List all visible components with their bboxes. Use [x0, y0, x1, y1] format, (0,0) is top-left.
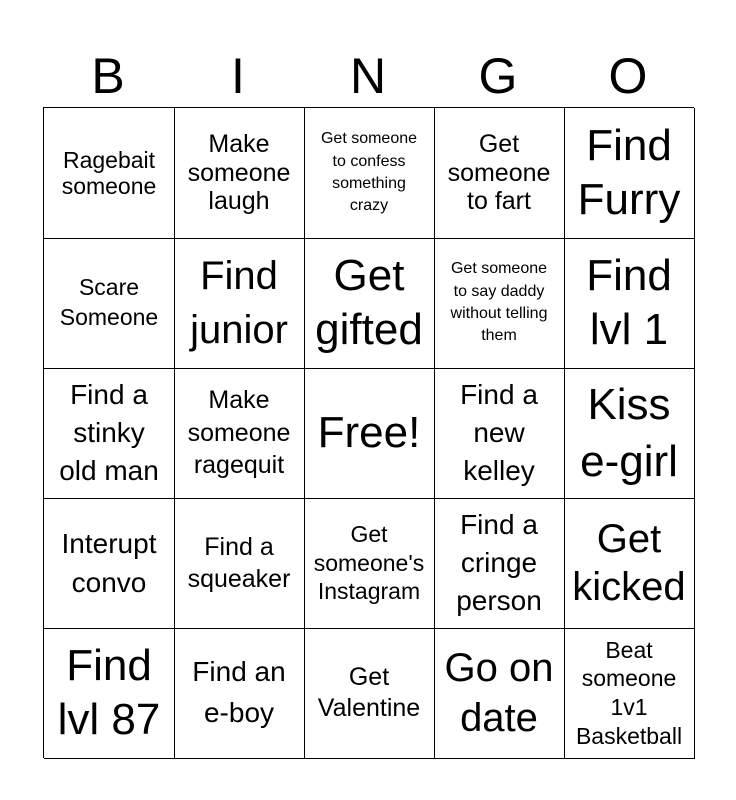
header-letter-g: G	[478, 48, 518, 104]
bingo-cell[interactable]	[564, 238, 695, 369]
bingo-cell[interactable]	[174, 238, 305, 369]
bingo-cell[interactable]	[44, 628, 175, 759]
cell-text: Find a cringe person	[456, 509, 542, 616]
cell-text: Interupt convo	[61, 527, 157, 598]
bingo-cell[interactable]	[44, 368, 175, 499]
bingo-cell[interactable]	[564, 108, 695, 239]
cell-text: Beat someone 1v1 Basketball	[575, 636, 683, 749]
bingo-cell[interactable]	[174, 368, 305, 499]
cell-text: Find Furry	[577, 121, 681, 224]
bingo-cell[interactable]	[304, 498, 435, 629]
cell-text: Find lvl 87	[57, 641, 161, 744]
cell-text: Ragebait someone	[61, 146, 157, 199]
bingo-cell[interactable]	[304, 238, 435, 369]
bingo-cell[interactable]	[304, 628, 435, 759]
cell-text: Go on date	[444, 646, 554, 740]
cell-text: Find an e-boy	[192, 656, 286, 728]
bingo-board	[43, 107, 694, 758]
header-letter-n: N	[349, 48, 387, 104]
bingo-cell-free[interactable]	[304, 368, 435, 499]
bingo-cell[interactable]	[434, 628, 565, 759]
cell-text: Get gifted	[315, 251, 423, 354]
cell-text: Find a new kelley	[460, 379, 538, 486]
cell-text: Scare Someone	[59, 274, 159, 330]
cell-text: Free!	[317, 408, 421, 458]
cell-text: Get someone to fart	[447, 129, 551, 216]
bingo-cell[interactable]	[564, 498, 695, 629]
bingo-cell[interactable]	[434, 498, 565, 629]
bingo-cell[interactable]	[44, 238, 175, 369]
cell-text: Make someone laugh	[187, 129, 291, 216]
bingo-cell[interactable]	[564, 368, 695, 499]
bingo-cell[interactable]	[434, 238, 565, 369]
bingo-cell[interactable]	[174, 498, 305, 629]
cell-text: Kiss e-girl	[580, 379, 678, 486]
cell-text: Get someone to say daddy without telling them	[450, 260, 548, 345]
cell-text: Make someone ragequit	[187, 386, 291, 480]
cell-text: Get someone's Instagram	[313, 520, 425, 605]
cell-text: Find lvl 1	[586, 251, 672, 354]
cell-text: Get someone to confess something crazy	[320, 130, 418, 215]
bingo-cell[interactable]	[304, 108, 435, 239]
cell-text: Get Valentine	[317, 662, 421, 722]
bingo-cell[interactable]	[434, 368, 565, 499]
cell-text: Find a squeaker	[187, 532, 291, 593]
bingo-cell[interactable]	[44, 108, 175, 239]
header-letter-b: B	[91, 48, 125, 104]
bingo-cell[interactable]	[564, 628, 695, 759]
bingo-cell[interactable]	[44, 498, 175, 629]
cell-text: Find a stinky old man	[59, 379, 159, 486]
bingo-cell[interactable]	[174, 628, 305, 759]
bingo-cell[interactable]	[174, 108, 305, 239]
cell-text: Get kicked	[572, 517, 686, 609]
header-letter-o: O	[608, 48, 648, 104]
bingo-cell[interactable]	[434, 108, 565, 239]
bingo-header	[43, 48, 693, 104]
cell-text: Find junior	[190, 254, 288, 352]
header-letter-i: I	[231, 48, 245, 104]
